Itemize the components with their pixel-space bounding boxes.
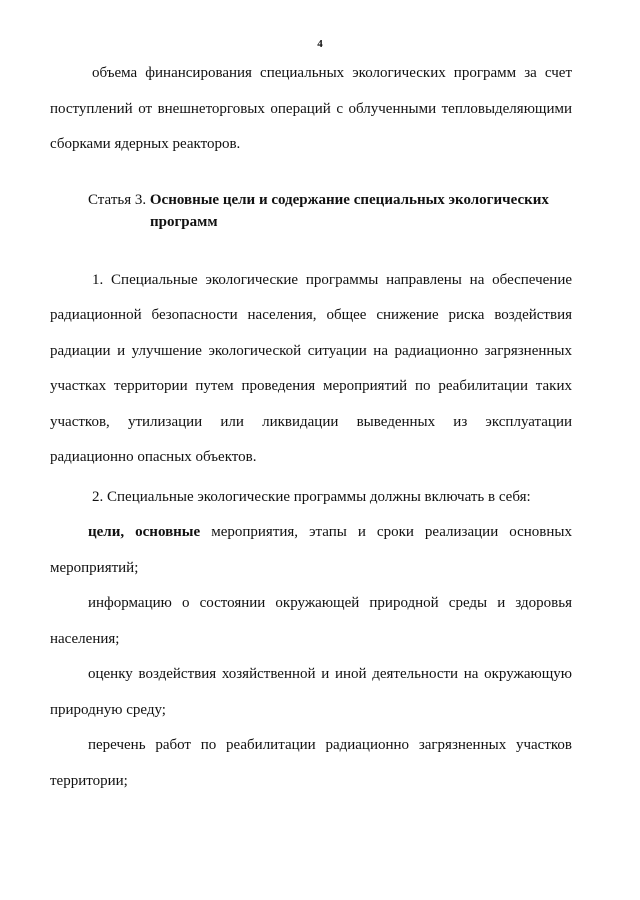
- article-heading: [50, 189, 572, 233]
- list-item-goals-lead: цели, основные: [88, 524, 201, 540]
- article-title-line2: программ: [150, 213, 218, 230]
- paragraph-2: 2. Специальные экологические программы должны включать в себя:: [92, 488, 531, 505]
- list-item-goals: [50, 515, 572, 586]
- intro-paragraph: объема финансирования специальных экологических программ за счет поступлений от внешнеторговых операций с облученными тепловыделяющими сборками ядерных реакторов.: [50, 65, 572, 152]
- list-item-rehabilitation-works: перечень работ по реабилитации радиационно загрязненных участков территории;: [50, 737, 572, 789]
- article-label: Статья 3.: [88, 191, 147, 208]
- list-item-impact-assessment: оценку воздействия хозяйственной и иной деятельности на окружающую природную среду;: [50, 666, 572, 718]
- list-item-goals-rest: мероприятия, этапы и сроки реализации основных мероприятий;: [50, 524, 572, 576]
- list-item-environment-info: информацию о состоянии окружающей природной среды и здоровья населения;: [50, 595, 572, 647]
- paragraph-1: 1. Специальные экологические программы направлены на обеспечение радиационной безопасности населения, общее снижение риска воздействия радиации и улучшение экологической ситуации на радиационно загрязненных участках территории путем проведения мероприятий по реабилитации таких участков, утилизации или ликвидации выведенных из эксплуатации радиационно опасных объектов.: [50, 271, 572, 465]
- page-number: 4: [317, 38, 323, 50]
- document-body: [50, 56, 572, 799]
- article-title-line1: Основные цели и содержание специальных экологических: [149, 191, 549, 208]
